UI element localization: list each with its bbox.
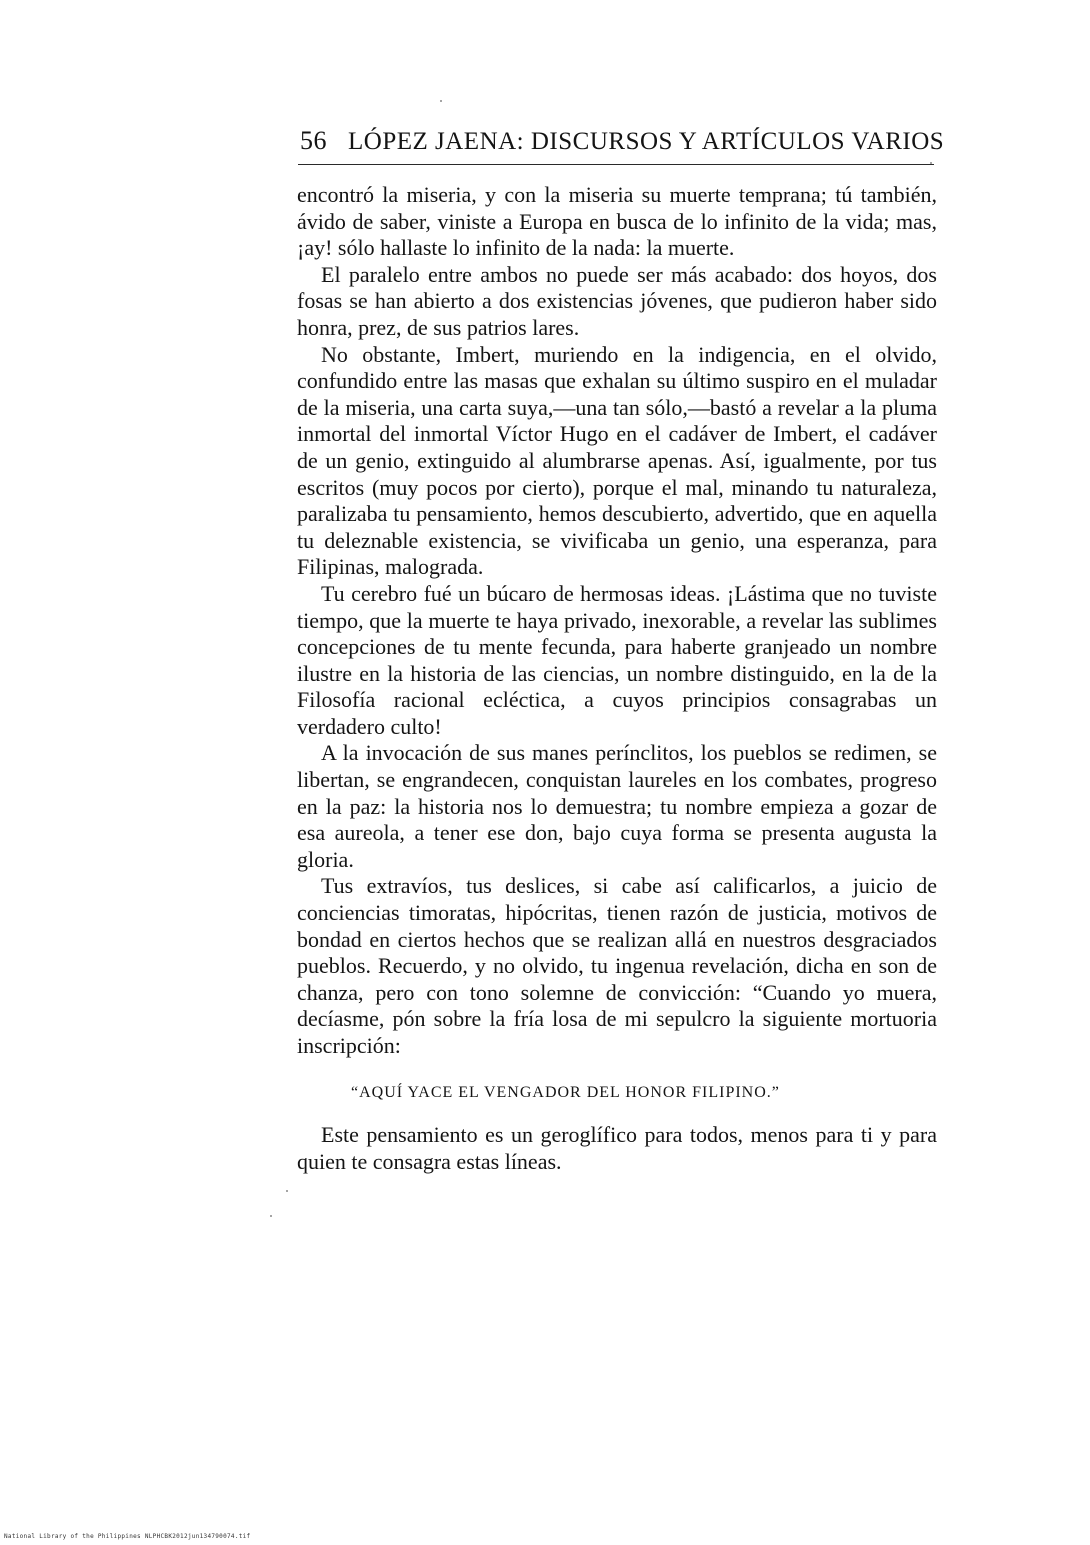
paragraph-3: No obstante, Imbert, muriendo en la indigencia, en el olvido, confundido entre las masas que exhalan su último suspiro en el muladar de la miseria, una carta suya,—una tan sólo,—bastó a revelar a la pluma inmortal del inmortal Víctor Hugo en el cadáver de Imbert, el cadáver de un genio, extinguido al alumbrarse apenas. Así, igualmente, por tus escritos (muy pocos por cierto), porque el mal, minando tu naturaleza, paralizaba tu pensamiento, hemos descubierto, advertido, que en aquella tu deleznable existencia, se vivificaba un genio, una esperanza, para Filipinas, malograda. — [297, 341, 937, 580]
scan-speck — [440, 100, 442, 102]
closing-paragraph: Este pensamiento es un geroglífico para todos, menos para ti y para quien te consagra estas líneas. — [297, 1122, 937, 1174]
paragraph-4: Tu cerebro fué un búcaro de hermosas ideas. ¡Lástima que no tuviste tiempo, que la muerte te haya privado, inexorable, a revelar las sublimes concepciones de tu mente fecunda, para haberte granjeado un nombre ilustre en la historia de las ciencias, un nombre distinguido, en la de la Filosofía racional ecléctica, a cuyos principios consagrabas un verdadero culto! — [297, 580, 937, 739]
paragraph-2: El paralelo entre ambos no puede ser más acabado: dos hoyos, dos fosas se han abierto a dos existencias jóvenes, que pudieron haber sido honra, prez, de sus patrios lares. — [297, 261, 937, 340]
scan-credit-footer: National Library of the Philippines NLPHCBK2012jun134790074.tif — [4, 1533, 251, 1540]
page-number: 56 — [300, 126, 327, 155]
epitaph-inscription: “AQUÍ YACE EL VENGADOR DEL HONOR FILIPINO.” — [351, 1083, 780, 1101]
paragraph-6: Tus extravíos, tus deslices, si cabe así calificarlos, a juicio de conciencias timoratas, hipócritas, tienen razón de justicia, motivos de bondad en ciertos hechos que se realizan allá en nuestros desgraciados pueblos. Recuerdo, y no olvido, tu ingenua revelación, dicha en son de chanza, pero con tono solemne de convicción: “Cuando yo muera, decíasme, pón sobre la fría losa de mi sepulcro la siguiente mortuoria inscripción: — [297, 873, 937, 1058]
header-rule — [298, 164, 934, 165]
running-title: LÓPEZ JAENA: DISCURSOS Y ARTÍCULOS VARIOS — [348, 128, 945, 155]
scan-speck — [930, 162, 932, 164]
running-header — [300, 126, 945, 166]
paragraph-5: A la invocación de sus manes perínclitos, los pueblos se redimen, se libertan, se engrandecen, conquistan laureles en los combates, progreso en la paz: la historia nos lo demuestra; tu nombre empieza a gozar de esa aureola, a tener ese don, bajo cuya forma se presenta augusta la gloria. — [297, 740, 937, 872]
scan-speck — [270, 1215, 272, 1217]
body-text — [297, 182, 937, 1175]
scan-speck — [286, 1190, 288, 1192]
paragraph-1: encontró la miseria, y con la miseria su muerte temprana; tú también, ávido de saber, viniste a Europa en busca de lo infinito de la vida; mas, ¡ay! sólo hallaste lo infinito de la nada: la muerte. — [297, 182, 937, 261]
